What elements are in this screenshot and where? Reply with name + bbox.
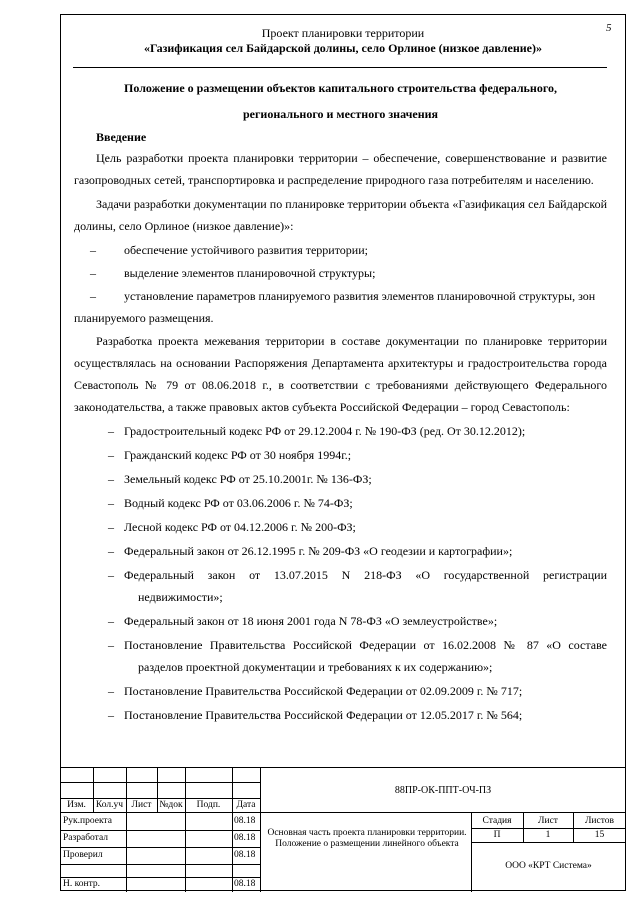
- col-list: Лист: [131, 800, 152, 810]
- list-dash: –: [108, 638, 114, 652]
- list-dash: –: [108, 614, 114, 628]
- stage-label: Стадия: [482, 816, 512, 826]
- list-item-text: Земельный кодекс РФ от 25.10.2001г. № 136-ФЗ;: [124, 472, 372, 486]
- document-title-line-1: Положение о размещении объектов капитального строительства федерального,: [124, 81, 557, 95]
- list-item-text: Гражданский кодекс РФ от 30 ноября 1994г.;: [124, 448, 352, 462]
- list-dash: –: [108, 544, 114, 558]
- list-item: [74, 285, 607, 329]
- sheet-label: Лист: [538, 816, 558, 826]
- list-item: [74, 564, 607, 608]
- list-item: [74, 262, 607, 284]
- list-item-text: Федеральный закон от 26.12.1995 г. № 209-ФЗ «О геодезии и картографии»;: [124, 544, 513, 558]
- role-date: 08.18: [234, 816, 256, 826]
- document-title: [74, 75, 607, 127]
- col-izm: Изм.: [67, 800, 86, 810]
- grid-line: [60, 830, 260, 831]
- list-dash: –: [108, 448, 114, 462]
- role-norm-control: Н. контр.: [63, 879, 100, 889]
- list-item: [74, 239, 607, 261]
- organization-name: ООО «КРТ Система»: [505, 861, 592, 871]
- role-date: 08.18: [234, 850, 256, 860]
- list-item-text: установление параметров планируемого развития элементов планировочной структуры, зон планируемого размещения.: [74, 289, 596, 325]
- paragraph-goal: Цель разработки проекта планировки территории – обеспечение, совершенствование и развитие газопроводных сетей, транспортировка и распределение природного газа потребителям и населению.: [74, 151, 607, 187]
- list-item: [74, 492, 607, 514]
- role-checker: Проверил: [63, 850, 103, 860]
- list-item-text: Постановление Правительства Российской Федерации от 02.09.2009 г. № 717;: [124, 684, 523, 698]
- paragraph-basis: Разработка проекта межевания территории в составе документации по планировке территории осуществлялась на основании Распоряжения Департамента архитектуры и градостроительства города Севастополь № 79 от 08.06.2018 г., в соответствии с требованиями действующего Федерального законодательства, а также правовых актов субъекта Российской Федерации – город Севастополь:: [74, 334, 607, 414]
- list-item: [74, 610, 607, 632]
- document-code: 88ПР-ОК-ППТ-ОЧ-ПЗ: [394, 785, 492, 796]
- list-item-text: выделение элементов планировочной структуры;: [124, 266, 376, 280]
- section-title: Введение: [96, 130, 147, 144]
- list-dash: –: [108, 424, 114, 438]
- col-kol-uch: Кол.уч: [95, 800, 124, 810]
- list-item-text: Водный кодекс РФ от 03.06.2006 г. № 74-ФЗ;: [124, 496, 353, 510]
- col-data: Дата: [236, 800, 256, 810]
- sheets-label: Листов: [584, 816, 614, 826]
- grid-line: [60, 782, 260, 783]
- role-date: 08.18: [234, 833, 256, 843]
- list-item-text: Постановление Правительства Российской Федерации от 16.02.2008 № 87 «О составе разделов проектной документации и требованиях к их содержанию»;: [124, 638, 607, 674]
- header-project-line: Проект планировки территории: [261, 26, 425, 40]
- sheet-value: 1: [545, 830, 551, 840]
- list-item: [74, 444, 607, 466]
- legal-acts-list: [74, 420, 607, 726]
- list-item-text: Постановление Правительства Российской Федерации от 12.05.2017 г. № 564;: [124, 708, 523, 722]
- grid-line: [185, 768, 186, 892]
- list-item: [74, 704, 607, 726]
- list-item-text: Федеральный закон от 18 июня 2001 года N 78-ФЗ «О землеустройстве»;: [124, 614, 498, 628]
- role-project-lead: Рук.проекта: [63, 816, 112, 826]
- col-ndok: №док: [159, 800, 183, 810]
- list-item: [74, 634, 607, 678]
- document-body: [74, 73, 607, 728]
- role-date: 08.18: [234, 879, 256, 889]
- header-divider: [73, 67, 607, 68]
- paragraph-tasks: Задачи разработки документации по планировке территории объекта «Газификация сел Байдарской долины, село Орлиное (низкое давление)»:: [74, 197, 607, 233]
- role-developer: Разработал: [63, 833, 108, 843]
- list-item-text: Федеральный закон от 13.07.2015 N 218-ФЗ «О государственной регистрации недвижимости»;: [124, 568, 607, 604]
- sheets-value: 15: [594, 830, 605, 840]
- list-dash: –: [108, 520, 114, 534]
- header-object-line: «Газификация сел Байдарской долины, село Орлиное (низкое давление)»: [143, 41, 542, 55]
- list-dash: –: [90, 243, 96, 257]
- list-item: [74, 540, 607, 562]
- grid-line: [471, 828, 626, 829]
- list-item: [74, 420, 607, 442]
- grid-line: [126, 768, 127, 892]
- grid-line: [60, 812, 626, 813]
- col-podp: Подп.: [196, 800, 221, 810]
- stage-value: П: [493, 830, 501, 840]
- list-item-text: Лесной кодекс РФ от 04.12.2006 г. № 200-ФЗ;: [124, 520, 356, 534]
- grid-line: [60, 864, 260, 865]
- list-item: [74, 468, 607, 490]
- list-item-text: Градостроительный кодекс РФ от 29.12.2004 г. № 190-ФЗ (ред. От 30.12.2012);: [124, 424, 526, 438]
- list-dash: –: [90, 289, 96, 303]
- list-item-text: обеспечение устойчивого развития территории;: [124, 243, 368, 257]
- grid-line: [60, 798, 260, 799]
- list-item: [74, 680, 607, 702]
- list-dash: –: [108, 708, 114, 722]
- list-dash: –: [108, 496, 114, 510]
- list-dash: –: [90, 266, 96, 280]
- list-item: [74, 516, 607, 538]
- grid-line: [232, 768, 233, 892]
- list-dash: –: [108, 568, 114, 582]
- grid-line: [60, 877, 260, 878]
- title-block: [60, 767, 626, 891]
- list-dash: –: [108, 684, 114, 698]
- list-dash: –: [108, 472, 114, 486]
- grid-line: [471, 842, 626, 843]
- document-description: Основная часть проекта планировки территории. Положение о размещении линейного объекта: [267, 828, 467, 849]
- grid-line: [60, 847, 260, 848]
- page-number: 5: [606, 22, 612, 34]
- document-title-line-2: регионального и местного значения: [242, 107, 439, 121]
- tasks-list: [74, 239, 607, 329]
